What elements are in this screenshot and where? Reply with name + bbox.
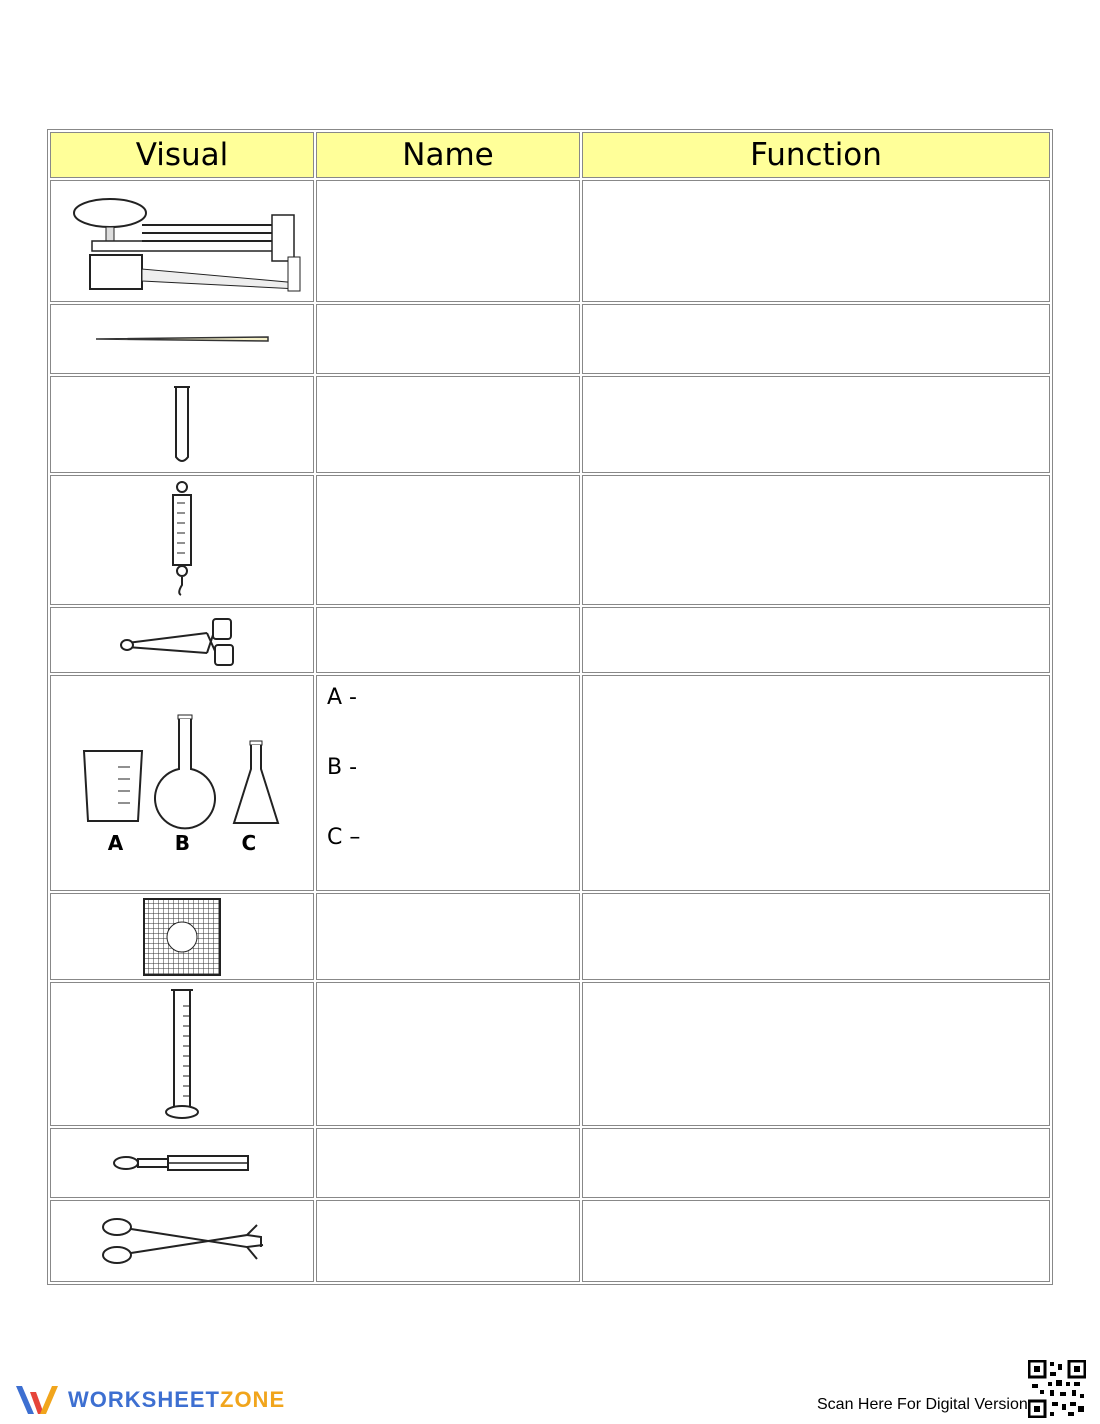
table-row — [50, 180, 1050, 302]
function-cell[interactable] — [582, 1200, 1050, 1282]
table-row — [50, 475, 1050, 605]
visual-cell — [50, 1200, 314, 1282]
name-cell[interactable] — [316, 180, 580, 302]
function-cell[interactable] — [582, 376, 1050, 473]
crucible-tongs-icon — [97, 1213, 267, 1269]
test-tube-icon — [172, 385, 192, 465]
visual-cell — [50, 304, 314, 374]
table-row — [50, 893, 1050, 980]
table-row — [50, 1128, 1050, 1198]
table-row — [50, 982, 1050, 1126]
test-tube-holder-icon — [117, 611, 247, 669]
visual-cell — [50, 675, 314, 891]
stirring-rod-icon — [92, 329, 272, 349]
letter-b: B — [174, 831, 190, 855]
header-function: Function — [582, 132, 1050, 178]
function-cell[interactable] — [582, 180, 1050, 302]
visual-cell — [50, 893, 314, 980]
visual-cell — [50, 475, 314, 605]
name-cell[interactable] — [316, 982, 580, 1126]
table-row — [50, 376, 1050, 473]
logo-mark-icon — [14, 1382, 60, 1418]
table-header-row — [50, 132, 1050, 178]
visual-cell — [50, 180, 314, 302]
visual-cell — [50, 607, 314, 673]
header-name: Name — [316, 132, 580, 178]
name-cell[interactable] — [316, 376, 580, 473]
letter-c: C — [241, 831, 257, 855]
spring-scale-icon — [167, 481, 197, 599]
function-cell[interactable] — [582, 607, 1050, 673]
logo-text: WORKSHEETZONE — [68, 1387, 286, 1412]
function-cell[interactable] — [582, 982, 1050, 1126]
visual-cell — [50, 376, 314, 473]
table-row — [50, 675, 1050, 891]
name-label-a: A - — [327, 685, 357, 710]
graduated-cylinder-icon — [157, 986, 207, 1122]
letter-a: A — [107, 831, 124, 855]
triple-beam-balance-icon — [62, 185, 302, 297]
function-cell[interactable] — [582, 893, 1050, 980]
table-row — [50, 304, 1050, 374]
function-cell[interactable] — [582, 675, 1050, 891]
visual-cell — [50, 982, 314, 1126]
glassware-letters — [82, 831, 282, 855]
glassware-icon — [72, 711, 292, 831]
wire-gauze-icon — [143, 898, 221, 976]
name-cell[interactable] — [316, 607, 580, 673]
header-visual: Visual — [50, 132, 314, 178]
function-cell[interactable] — [582, 475, 1050, 605]
name-cell[interactable] — [316, 1200, 580, 1282]
name-cell[interactable] — [316, 893, 580, 980]
qr-code-icon[interactable] — [1028, 1360, 1086, 1418]
name-cell[interactable] — [316, 304, 580, 374]
name-label-c: C – — [327, 825, 361, 850]
table-row — [50, 1200, 1050, 1282]
scan-text: Scan Here For Digital Version — [817, 1396, 1028, 1413]
table-row — [50, 607, 1050, 673]
function-cell[interactable] — [582, 304, 1050, 374]
name-cell[interactable] — [316, 1128, 580, 1198]
name-cell[interactable] — [316, 475, 580, 605]
name-label-b: B - — [327, 755, 358, 780]
name-cell[interactable] — [316, 675, 580, 891]
function-cell[interactable] — [582, 1128, 1050, 1198]
visual-cell — [50, 1128, 314, 1198]
name-labels — [317, 676, 579, 890]
lab-equipment-table — [47, 129, 1053, 1285]
worksheetzone-logo[interactable] — [14, 1382, 285, 1418]
test-tube-clamp-icon — [112, 1148, 252, 1178]
